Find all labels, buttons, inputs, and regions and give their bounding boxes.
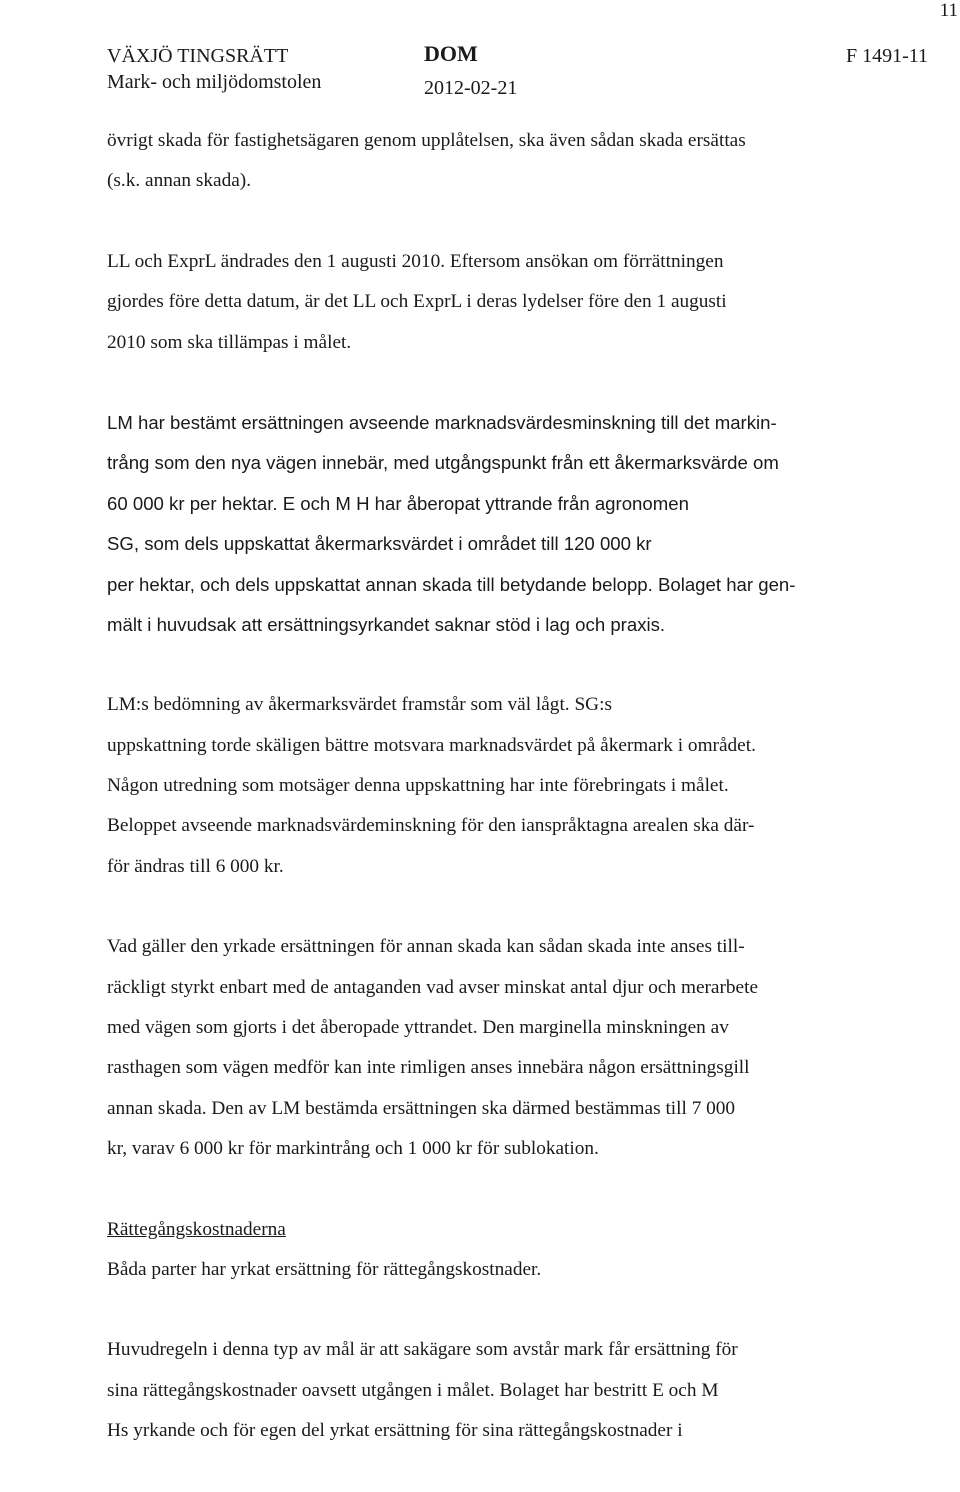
text-line: LM:s bedömning av åkermarksvärdet framstår som väl lågt. SG:s	[107, 694, 612, 716]
text-line: uppskattning torde skäligen bättre motsvara marknadsvärdet på åkermark i området.	[107, 734, 756, 756]
text-line: LL och ExprL ändrades den 1 augusti 2010. Eftersom ansökan om förrättningen	[107, 250, 724, 272]
court-division: Mark- och miljödomstolen	[107, 71, 322, 93]
text-line: LM har bestämt ersättningen avseende marknadsvärdesminskning till det markin-	[107, 411, 777, 433]
text-line: med vägen som gjorts i det åberopade yttrandet. Den marginella minskningen av	[107, 1017, 729, 1039]
section-heading: Rättegångskostnaderna	[107, 1218, 286, 1240]
text-line: trång som den nya vägen innebär, med utgångspunkt från ett åkermarksvärde om	[107, 452, 779, 474]
text-line: Någon utredning som motsäger denna uppskattning har inte förebringats i målet.	[107, 775, 729, 797]
text-line: (s.k. annan skada).	[107, 170, 252, 192]
text-line: SG, som dels uppskattat åkermarksvärdet i området till 120 000 kr	[107, 533, 652, 555]
text-line: 2010 som ska tillämpas i målet.	[107, 331, 352, 353]
text-line: Beloppet avseende marknadsvärdeminskning för den ianspråktagna arealen ska där-	[107, 815, 755, 837]
text-line: gjordes före detta datum, är det LL och ExprL i deras lydelser före den 1 augusti	[107, 291, 727, 313]
paragraph-lm-bestamt	[107, 403, 907, 645]
text-line: Huvudregeln i denna typ av mål är att sakägare som avstår mark får ersättning för	[107, 1339, 738, 1361]
document-type: DOM	[424, 41, 478, 66]
paragraph-annan-skada-bedomning	[107, 927, 907, 1169]
text-line: Hs yrkande och för egen del yrkat ersättning för sina rättegångskostnader i	[107, 1420, 683, 1442]
paragraph-rattegangskostnader	[107, 1210, 907, 1291]
text-line: rasthagen som vägen medför kan inte rimligen anses innebära någon ersättningsgill	[107, 1057, 750, 1079]
document-body	[107, 121, 907, 1492]
text-line: kr, varav 6 000 kr för markintrång och 1 000 kr för sublokation.	[107, 1138, 599, 1160]
text-line: mält i huvudsak att ersättningsyrkandet saknar stöd i lag och praxis.	[107, 613, 666, 635]
paragraph-lagandring	[107, 242, 907, 363]
paragraph-huvudregeln	[107, 1330, 907, 1451]
document-date: 2012-02-21	[424, 77, 518, 99]
paragraph-lm-bedomning	[107, 685, 907, 887]
page-number: 11	[939, 0, 958, 21]
text-line: sina rättegångskostnader oavsett utgången i målet. Bolaget har bestritt E och M	[107, 1379, 719, 1401]
case-number: F 1491-11	[846, 45, 929, 67]
text-line: Båda parter har yrkat ersättning för rättegångskostnader.	[107, 1258, 542, 1280]
text-line: Vad gäller den yrkade ersättningen för annan skada kan sådan skada inte anses till-	[107, 936, 745, 958]
text-line: övrigt skada för fastighetsägaren genom upplåtelsen, ska även sådan skada ersättas	[107, 130, 746, 151]
text-line: annan skada. Den av LM bestämda ersättningen ska därmed bestämmas till 7 000	[107, 1097, 736, 1119]
text-line: för ändras till 6 000 kr.	[107, 855, 284, 877]
court-name: VÄXJÖ TINGSRÄTT	[107, 45, 289, 67]
text-line: 60 000 kr per hektar. E och M H har åberopat yttrande från agronomen	[107, 492, 689, 514]
paragraph-annan-skada	[107, 121, 907, 202]
text-line: per hektar, och dels uppskattat annan skada till betydande belopp. Bolaget har gen-	[107, 573, 796, 595]
text-line: räckligt styrkt enbart med de antaganden vad avser minskat antal djur och merarbete	[107, 976, 759, 998]
